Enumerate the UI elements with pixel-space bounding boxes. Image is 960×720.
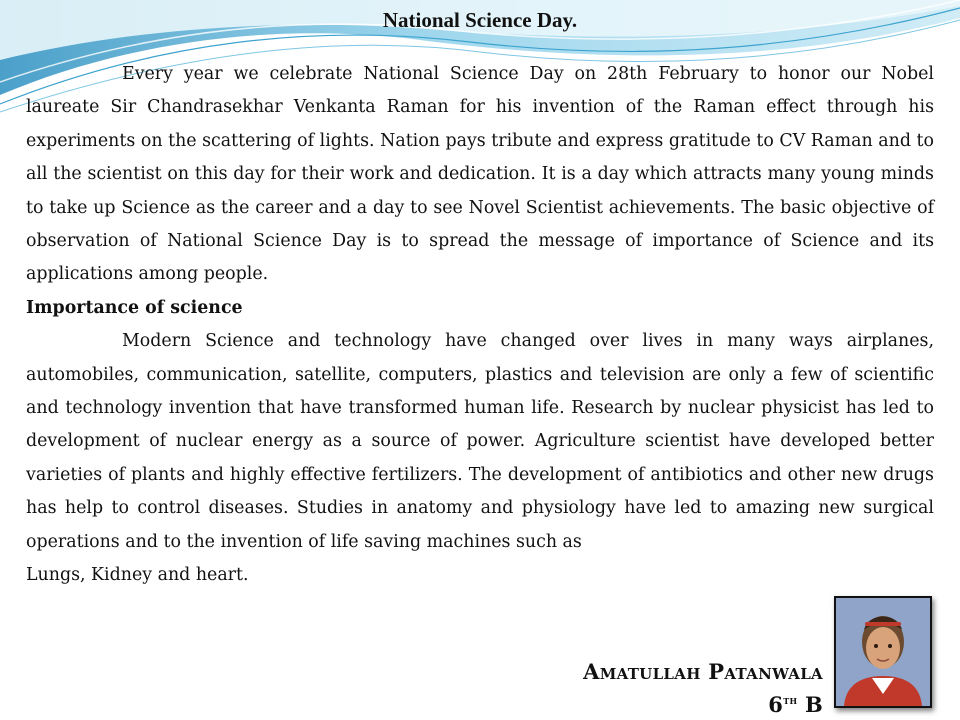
class-suffix: th [783, 693, 798, 707]
author-name: Amatullah Patanwala [583, 659, 823, 684]
author-block [583, 658, 823, 719]
author-class [583, 686, 823, 719]
paragraph-closing: Lungs, Kidney and heart. [26, 565, 249, 586]
paragraph-intro: Every year we celebrate National Science Day on 28th February to honor our Nobel laureate Sir Chandrasekhar Venkanta Raman for his invention of the Raman effect through his experiments on the scattering of lights. Nation pays tribute and express gratitude to CV Raman and to all the scientist on this day for their work and dedication. It is a day which attracts many young minds to take up Science as the career and a day to see Novel Scientist achievements. The basic objective of observation of National Science Day is to spread the message of importance of Science and its applications among people. [26, 64, 934, 285]
paragraph-importance: Modern Science and technology have changed over lives in many ways airplanes, automobiles, communication, satellite, computers, plastics and television are only a few of scientific and technology invention that have transformed human life. Research by nuclear physicist has led to development of nuclear energy as a source of power. Agriculture scientist have developed better varieties of plants and highly effective fertilizers. The development of antibiotics and other new drugs has help to control diseases. Studies in anatomy and physiology have led to amazing new surgical operations and to the invention of life saving machines such as [26, 331, 934, 552]
article-body [26, 58, 934, 593]
class-section: B [804, 692, 823, 717]
class-number: 6 [768, 692, 784, 717]
section-heading: Importance of science [26, 297, 243, 318]
student-portrait-image [836, 598, 930, 706]
author-photo [834, 596, 932, 708]
page-title: National Science Day. [382, 8, 578, 32]
